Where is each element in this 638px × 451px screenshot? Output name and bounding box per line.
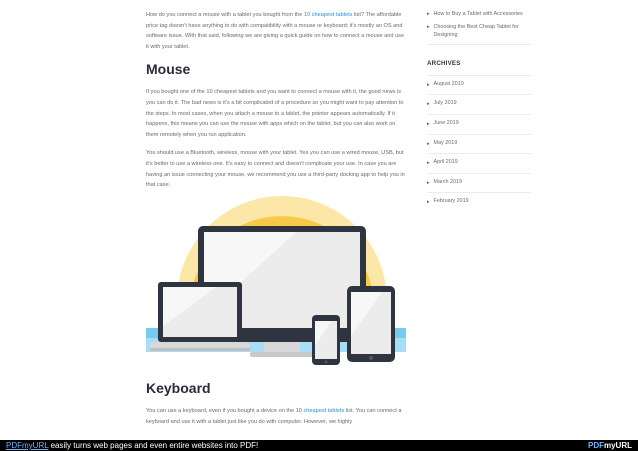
- archive-item-august-2019[interactable]: [427, 76, 531, 96]
- mouse-paragraph-2: You should use a Bluetooth, wireless, mouse with your tablet. Yes you can use a wired mouse, USB, but it's better to use a wireless one. It's easy to connect and doesn't complicate your use. In case you are having an issue connecting your mouse, we recommend you use a third-party docking app to help you in that case.: [146, 150, 405, 189]
- footer-text: [0, 441, 258, 450]
- archive-label[interactable]: April 2019: [433, 159, 458, 166]
- archive-label[interactable]: August 2019: [433, 80, 464, 87]
- archive-label[interactable]: March 2019: [433, 178, 462, 185]
- archive-item-may-2019[interactable]: [427, 135, 531, 155]
- pdfmyurl-logo[interactable]: [588, 441, 638, 450]
- footer-message: easily turns web pages and even entire websites into PDF!: [48, 441, 259, 450]
- sidebar: [427, 10, 531, 212]
- triangle-right-icon: ▸: [427, 140, 430, 147]
- keyboard-paragraph: [146, 406, 406, 427]
- logo-part-myurl: myURL: [603, 441, 632, 450]
- triangle-right-icon: ▸: [427, 11, 430, 17]
- triangle-right-icon: ▸: [427, 81, 430, 88]
- triangle-right-icon: ▸: [427, 120, 430, 127]
- triangle-right-icon: ▸: [427, 160, 430, 167]
- sidebar-link-label[interactable]: Choosing the Best Cheap Tablet for Designing: [433, 23, 519, 39]
- triangle-right-icon: ▸: [427, 23, 430, 30]
- sidebar-link-cheap-tablet[interactable]: [427, 23, 531, 40]
- archive-label[interactable]: May 2019: [433, 139, 458, 146]
- intro-text-end: list? The affordable price tag doesn't have anything to do with compatibility with a mouse or keyboard; it's mostly an OS and software issue. With that said, following we are giving a quick guide on how to connect a mouse and use it with your tablet.: [146, 12, 405, 50]
- archive-item-february-2019[interactable]: [427, 193, 531, 212]
- archive-item-april-2019[interactable]: [427, 154, 531, 174]
- intro-paragraph: [146, 10, 406, 52]
- archives-title: ARCHIVES: [427, 59, 461, 67]
- triangle-right-icon: ▸: [427, 199, 430, 206]
- divider: [427, 44, 531, 45]
- devices-illustration: [146, 196, 406, 371]
- archive-item-july-2019[interactable]: [427, 95, 531, 115]
- laptop: [150, 282, 250, 351]
- keyboard-text-end: list. You can connect a keyboard and use it with a tablet just like you do with computer. However, we highly: [146, 408, 402, 425]
- archive-label[interactable]: June 2019: [433, 119, 459, 126]
- keyboard-text-start: You can use a keyboard, even if you bought a device on the 10: [146, 408, 304, 414]
- tablet: [347, 286, 395, 362]
- archive-label[interactable]: July 2019: [433, 100, 457, 107]
- keyboard-section: [146, 380, 406, 435]
- intro-text-start: How do you connect a mouse with a tablet you bought from the: [146, 12, 304, 18]
- logo-part-pdf: PDF: [587, 441, 604, 450]
- triangle-right-icon: ▸: [427, 179, 430, 186]
- archive-item-june-2019[interactable]: [427, 115, 531, 135]
- mouse-paragraph-1: If you bought one of the 10 cheapest tablets and you want to connect a mouse with it, the good news is you can do it. The bad news is it's a bit complicated of a procedure so you might want to pay attention to the steps. In most cases, when you attach a mouse to a tablet, the pointer appears automatically. If it happens, this means you can use the mouse with apps which on the tablet, but you can also work on them remotely when you run application.: [146, 89, 404, 138]
- phone: [312, 315, 340, 365]
- archive-item-march-2019[interactable]: [427, 174, 531, 194]
- triangle-right-icon: ▸: [427, 101, 430, 108]
- pdfmyurl-footer-bar: [0, 440, 638, 451]
- mouse-heading: Mouse: [146, 61, 191, 78]
- sidebar-link-label[interactable]: How to Buy a Tablet with Accessories: [433, 11, 523, 17]
- article: [146, 10, 406, 199]
- archive-label[interactable]: February 2019: [433, 198, 469, 205]
- pdfmyurl-link[interactable]: PDFmyURL: [6, 441, 49, 450]
- keyboard-heading: Keyboard: [146, 380, 211, 396]
- cheapest-tablets-link[interactable]: 10 cheapest tablets: [303, 12, 353, 18]
- cheapest-tablets-link-2[interactable]: cheapest tablets: [303, 408, 345, 414]
- sidebar-link-buy-tablet[interactable]: [427, 10, 531, 19]
